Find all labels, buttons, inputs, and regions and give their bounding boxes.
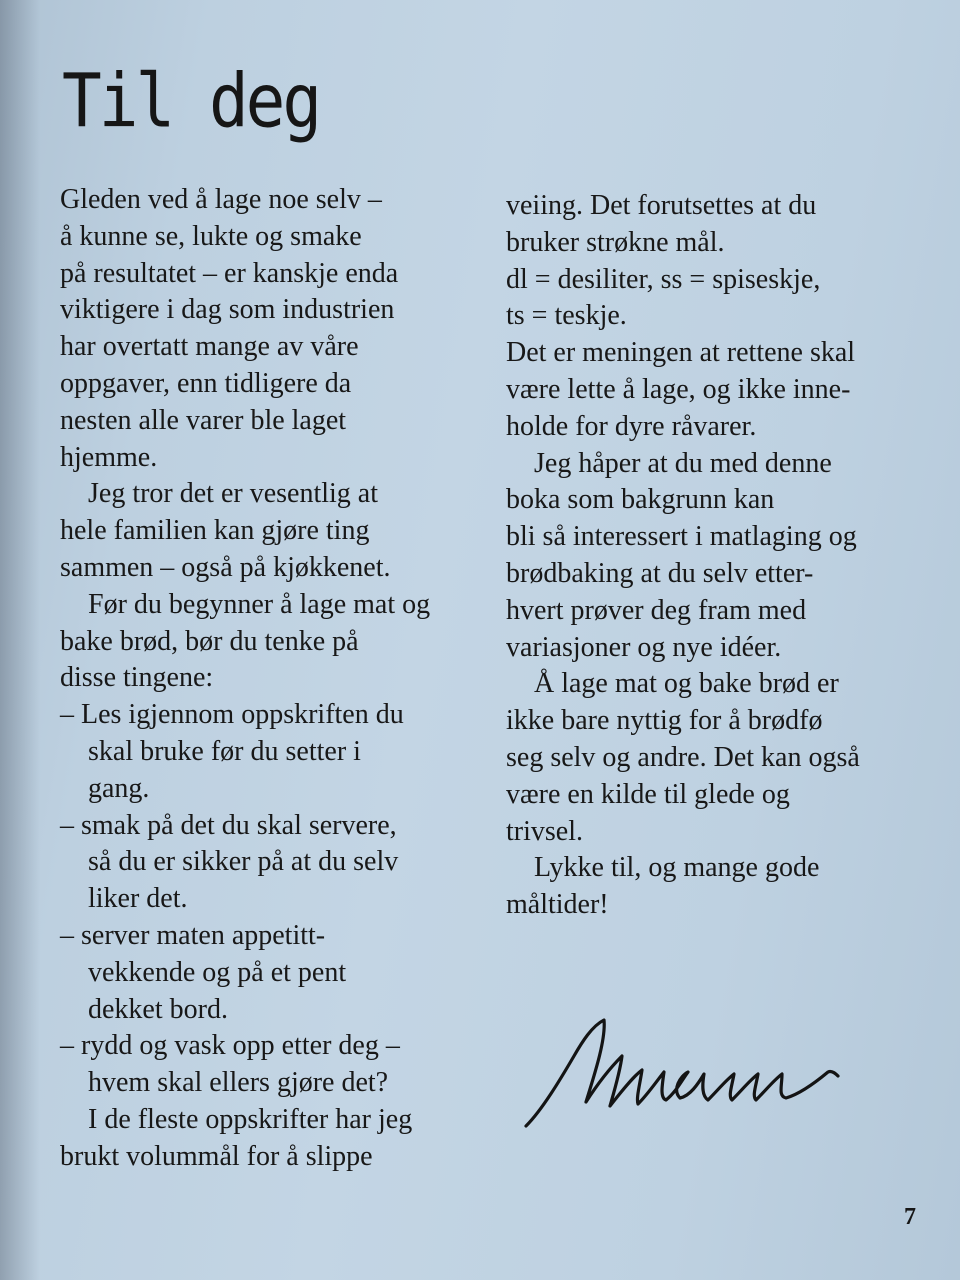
right-text-column bbox=[506, 188, 926, 924]
text-line: boka som bakgrunn kan bbox=[506, 484, 775, 516]
text-line: Å lage mat og bake brød er bbox=[534, 668, 839, 700]
text-line: seg selv og andre. Det kan også bbox=[506, 741, 860, 773]
text-line: skal bruke før du setter i bbox=[88, 735, 361, 767]
text-line: oppgaver, enn tidligere da bbox=[60, 367, 352, 399]
text-line: sammen – også på kjøkkenet. bbox=[60, 551, 391, 583]
text-line: å kunne se, lukte og smake bbox=[60, 220, 362, 252]
text-line: brødbaking at du selv etter- bbox=[506, 557, 814, 589]
text-line: dl = desiliter, ss = spiseskje, bbox=[506, 263, 821, 295]
text-line: variasjoner og nye idéer. bbox=[506, 631, 782, 663]
text-line: disse tingene: bbox=[60, 662, 214, 694]
text-line: Jeg håper at du med denne bbox=[534, 447, 832, 479]
text-line: være en kilde til glede og bbox=[506, 778, 790, 810]
text-line: hele familien kan gjøre ting bbox=[60, 515, 370, 547]
text-line: har overtatt mange av våre bbox=[60, 331, 359, 363]
text-line: hvem skal ellers gjøre det? bbox=[88, 1067, 389, 1099]
text-line: dekket bord. bbox=[88, 993, 228, 1025]
text-line: liker det. bbox=[88, 883, 188, 915]
text-line: nesten alle varer ble laget bbox=[60, 404, 347, 436]
text-line: hvert prøver deg fram med bbox=[506, 594, 807, 626]
text-line: bli så interessert i matlaging og bbox=[506, 521, 857, 553]
text-line: holde for dyre råvarer. bbox=[506, 410, 757, 442]
text-line: vekkende og på et pent bbox=[88, 956, 347, 988]
signature-image bbox=[520, 1010, 860, 1140]
text-line: gang. bbox=[88, 772, 150, 804]
text-line: hjemme. bbox=[60, 441, 158, 473]
text-line: så du er sikker på at du selv bbox=[88, 846, 399, 878]
text-line: – server maten appetitt- bbox=[60, 919, 326, 951]
text-line: på resultatet – er kanskje enda bbox=[60, 257, 399, 289]
text-line: – rydd og vask opp etter deg – bbox=[60, 1030, 400, 1062]
text-line: Jeg tror det er vesentlig at bbox=[88, 478, 379, 510]
text-line: brukt volummål for å slippe bbox=[60, 1140, 373, 1172]
text-line: måltider! bbox=[506, 889, 609, 921]
text-line: Før du begynner å lage mat og bbox=[88, 588, 431, 620]
text-line: I de fleste oppskrifter har jeg bbox=[88, 1103, 413, 1135]
text-line: være lette å lage, og ikke inne- bbox=[506, 373, 851, 405]
text-line: viktigere i dag som industrien bbox=[60, 294, 395, 326]
text-line: Lykke til, og mange gode bbox=[534, 852, 820, 884]
text-line: bake brød, bør du tenke på bbox=[60, 625, 359, 657]
spine-shadow bbox=[0, 0, 40, 1280]
text-line: Gleden ved å lage noe selv – bbox=[60, 184, 382, 215]
page-title: Til deg bbox=[62, 58, 320, 145]
left-text-column bbox=[60, 182, 480, 1176]
text-line: ts = teskje. bbox=[506, 300, 627, 332]
text-line: Det er meningen at rettene skal bbox=[506, 337, 856, 369]
text-line: – smak på det du skal servere, bbox=[60, 809, 397, 841]
text-line: veiing. Det forutsettes at du bbox=[506, 190, 817, 221]
text-line: ikke bare nyttig for å brødfø bbox=[506, 705, 823, 737]
page-number: 7 bbox=[904, 1204, 916, 1230]
text-line: bruker strøkne mål. bbox=[506, 226, 725, 258]
text-line: – Les igjennom oppskriften du bbox=[60, 699, 404, 731]
text-line: trivsel. bbox=[506, 815, 583, 847]
signature-stroke bbox=[526, 1020, 838, 1126]
